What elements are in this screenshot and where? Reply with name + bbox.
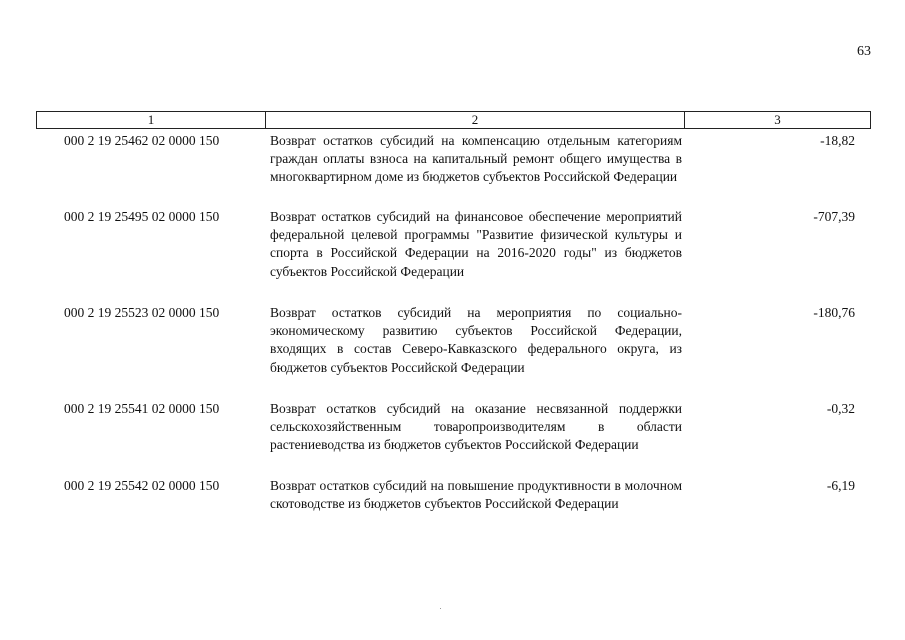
page-number: 63: [857, 44, 871, 59]
row-amount: -0,32: [826, 401, 855, 416]
row-description: Возврат остатков субсидий на оказание несвязанной поддержки сельскохозяйственным товаропроизводителям в области растениеводства из бюджетов субъектов Российской Федерации: [270, 401, 682, 453]
budget-code: 000 2 19 25542 02 0000 150: [64, 478, 220, 493]
row-amount: -6,19: [826, 478, 855, 493]
header-cell-col3: 3: [774, 112, 781, 127]
budget-code: 000 2 19 25541 02 0000 150: [64, 401, 220, 416]
budget-code: 000 2 19 25462 02 0000 150: [64, 133, 220, 148]
row-amount: -18,82: [820, 133, 855, 148]
row-description: Возврат остатков субсидий на повышение продуктивности в молочном скотоводстве из бюджетов субъектов Российской Федерации: [270, 478, 682, 512]
budget-code: 000 2 19 25495 02 0000 150: [64, 209, 220, 224]
table-header-row: [36, 111, 871, 129]
budget-code: 000 2 19 25523 02 0000 150: [64, 305, 220, 320]
row-description: Возврат остатков субсидий на мероприятия по социально-экономическому развитию субъектов Российской Федерации, входящих в состав Северо-Кавказского федерального округа, из бюджетов субъектов Российской Федерации: [270, 305, 682, 375]
header-cell-col2: 2: [266, 112, 685, 128]
row-description: Возврат остатков субсидий на финансовое обеспечение мероприятий федеральной целевой программы "Развитие физической культуры и спорта в Российской Федерации на 2016-2020 годы" из бюджетов субъектов Российской Федерации: [270, 209, 682, 279]
row-description: Возврат остатков субсидий на компенсацию отдельным категориям граждан оплаты взноса на капитальный ремонт общего имущества в многоквартирном доме из бюджетов субъектов Российской Федерации: [270, 133, 682, 185]
scan-artifact: [440, 608, 441, 609]
row-amount: -707,39: [813, 209, 855, 224]
header-cell-col1: 1: [37, 112, 266, 128]
row-amount: -180,76: [813, 305, 855, 320]
